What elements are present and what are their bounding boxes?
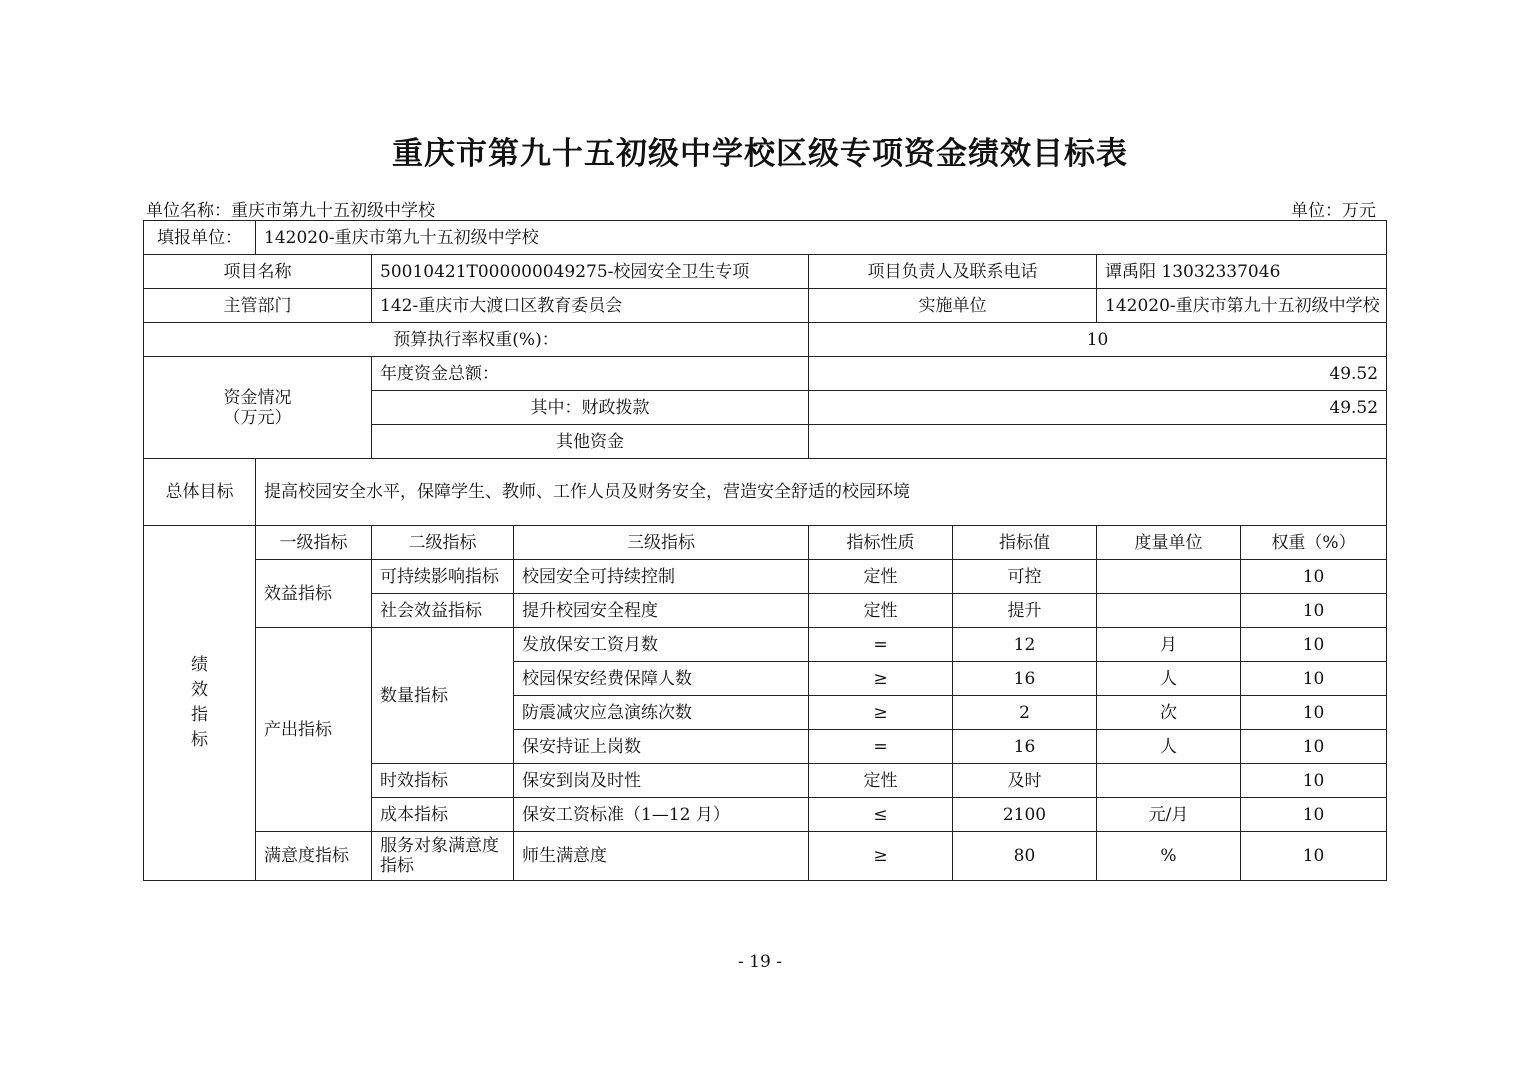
header-level2: 二级指标 — [372, 526, 514, 560]
weight-cell: 10 — [1241, 696, 1387, 730]
nature-cell: ≥ — [809, 662, 953, 696]
header-weight: 权重（%） — [1241, 526, 1387, 560]
weight-cell: 10 — [1241, 832, 1387, 881]
funds-label — [144, 357, 372, 459]
group-satisfaction: 满意度指标 — [256, 832, 372, 881]
level3-cell: 校园安全可持续控制 — [514, 560, 809, 594]
nature-cell: ≥ — [809, 696, 953, 730]
value-cell: 提升 — [953, 594, 1097, 628]
nature-cell: ≥ — [809, 832, 953, 881]
perf-indicator-label — [144, 526, 256, 881]
budget-rate-value: 10 — [809, 323, 1387, 357]
level3-cell: 保安到岗及时性 — [514, 764, 809, 798]
weight-cell: 10 — [1241, 662, 1387, 696]
impl-value: 142020-重庆市第九十五初级中学校 — [1097, 289, 1387, 323]
level3-cell: 校园保安经费保障人数 — [514, 662, 809, 696]
currency-unit: 单位：万元 — [1291, 201, 1376, 221]
value-cell: 2 — [953, 696, 1097, 730]
unit-cell: 次 — [1097, 696, 1241, 730]
budget-rate-label: 预算执行率权重(%)： — [144, 323, 809, 357]
value-cell: 80 — [953, 832, 1097, 881]
overall-goal-row — [144, 459, 1387, 526]
perf-label-char-1: 绩 — [191, 655, 208, 675]
nature-cell: 定性 — [809, 594, 953, 628]
dept-value: 142-重庆市大渡口区教育委员会 — [372, 289, 809, 323]
page-title: 重庆市第九十五初级中学校区级专项资金绩效目标表 — [392, 136, 1128, 172]
level2-cell: 时效指标 — [372, 764, 514, 798]
project-name-value: 50010421T000000049275-校园安全卫生专项 — [372, 255, 809, 289]
funds-total-value: 49.52 — [809, 357, 1387, 391]
impl-label: 实施单位 — [809, 289, 1097, 323]
group-output: 产出指标 — [256, 628, 372, 832]
fill-unit-value: 142020-重庆市第九十五初级中学校 — [256, 221, 1387, 255]
contact-label: 项目负责人及联系电话 — [809, 255, 1097, 289]
goal-label: 总体目标 — [144, 459, 256, 526]
funds-other-label: 其他资金 — [372, 425, 809, 459]
unit-cell: 月 — [1097, 628, 1241, 662]
header-nature: 指标性质 — [809, 526, 953, 560]
level2-cell: 社会效益指标 — [372, 594, 514, 628]
value-cell: 16 — [953, 730, 1097, 764]
dept-label: 主管部门 — [144, 289, 372, 323]
nature-cell: 定性 — [809, 764, 953, 798]
project-name-row — [144, 255, 1387, 289]
weight-cell: 10 — [1241, 628, 1387, 662]
funds-other-value — [809, 425, 1387, 459]
fill-unit-label: 填报单位： — [144, 221, 256, 255]
level3-cell: 发放保安工资月数 — [514, 628, 809, 662]
funds-fiscal-value: 49.52 — [809, 391, 1387, 425]
weight-cell: 10 — [1241, 764, 1387, 798]
department-row — [144, 289, 1387, 323]
header-level1: 一级指标 — [256, 526, 372, 560]
value-cell: 及时 — [953, 764, 1097, 798]
perf-label-char-4: 标 — [191, 730, 208, 750]
group-quantity: 数量指标 — [372, 628, 514, 764]
table-row — [144, 560, 1387, 594]
indicator-header-row — [144, 526, 1387, 560]
budget-rate-row — [144, 323, 1387, 357]
unit-cell: 人 — [1097, 730, 1241, 764]
unit-cell: 人 — [1097, 662, 1241, 696]
level3-cell: 保安工资标准（1—12 月） — [514, 798, 809, 832]
value-cell: 16 — [953, 662, 1097, 696]
nature-cell: 定性 — [809, 560, 953, 594]
perf-label-char-3: 指 — [191, 705, 208, 725]
goal-value: 提高校园安全水平，保障学生、教师、工作人员及财务安全，营造安全舒适的校园环境 — [256, 459, 1387, 526]
value-cell: 2100 — [953, 798, 1097, 832]
level3-cell: 防震减灾应急演练次数 — [514, 696, 809, 730]
nature-cell: = — [809, 730, 953, 764]
unit-cell: % — [1097, 832, 1241, 881]
project-name-label: 项目名称 — [144, 255, 372, 289]
funds-total-row — [144, 357, 1387, 391]
table-row — [144, 832, 1387, 881]
unit-name: 单位名称：重庆市第九十五初级中学校 — [146, 201, 435, 221]
funds-label-line1: 资金情况 — [223, 387, 292, 408]
header-value: 指标值 — [953, 526, 1097, 560]
nature-cell: = — [809, 628, 953, 662]
unit-cell — [1097, 560, 1241, 594]
contact-value: 谭禹阳 13032337046 — [1097, 255, 1387, 289]
weight-cell: 10 — [1241, 798, 1387, 832]
unit-cell — [1097, 764, 1241, 798]
header-unit: 度量单位 — [1097, 526, 1241, 560]
unit-cell — [1097, 594, 1241, 628]
weight-cell: 10 — [1241, 730, 1387, 764]
page-number: - 19 - — [738, 952, 782, 972]
funds-label-line2: （万元） — [223, 407, 292, 428]
header-level3: 三级指标 — [514, 526, 809, 560]
fill-unit-row — [144, 221, 1387, 255]
level3-cell: 保安持证上岗数 — [514, 730, 809, 764]
value-cell: 可控 — [953, 560, 1097, 594]
funds-total-label: 年度资金总额： — [372, 357, 809, 391]
level2-cell: 服务对象满意度指标 — [372, 832, 514, 881]
table-row — [144, 628, 1387, 662]
level3-cell: 提升校园安全程度 — [514, 594, 809, 628]
group-benefit: 效益指标 — [256, 560, 372, 628]
level2-cell: 成本指标 — [372, 798, 514, 832]
level3-cell: 师生满意度 — [514, 832, 809, 881]
nature-cell: ≤ — [809, 798, 953, 832]
level2-cell: 可持续影响指标 — [372, 560, 514, 594]
performance-target-table — [143, 220, 1387, 881]
weight-cell: 10 — [1241, 594, 1387, 628]
funds-fiscal-label: 其中：财政拨款 — [372, 391, 809, 425]
unit-cell: 元/月 — [1097, 798, 1241, 832]
perf-label-char-2: 效 — [191, 680, 208, 700]
value-cell: 12 — [953, 628, 1097, 662]
weight-cell: 10 — [1241, 560, 1387, 594]
